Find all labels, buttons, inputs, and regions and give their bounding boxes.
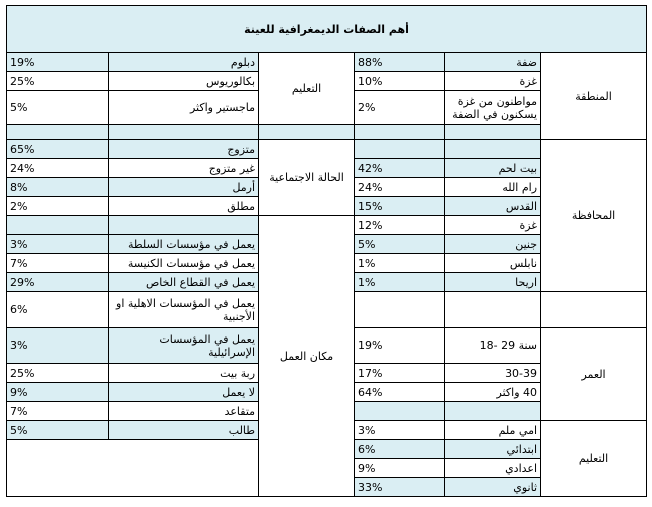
table-title: أهم الصفات الديمغرافية للعينة bbox=[7, 6, 647, 53]
category-education-right: التعليم bbox=[541, 421, 647, 497]
region-label-3: مواطنون من غزة يسكنون في الضفة bbox=[445, 91, 541, 125]
edu-left-label-1: دبلوم bbox=[109, 53, 259, 72]
work-value-4: 6% bbox=[7, 292, 109, 328]
empty-cell bbox=[541, 292, 647, 328]
category-education-left: التعليم bbox=[259, 53, 355, 125]
gov-value-3: 15% bbox=[355, 197, 445, 216]
work-value-7: 9% bbox=[7, 383, 109, 402]
marital-label-3: أرمل bbox=[109, 178, 259, 197]
marital-label-2: غير متزوج bbox=[109, 159, 259, 178]
empty-cell bbox=[7, 440, 259, 497]
marital-label-4: مطلق bbox=[109, 197, 259, 216]
work-label-9: طالب bbox=[109, 421, 259, 440]
gov-value-6: 1% bbox=[355, 254, 445, 273]
empty-cell bbox=[355, 292, 445, 328]
spacer-cell bbox=[355, 125, 445, 140]
work-value-5: 3% bbox=[7, 328, 109, 364]
empty-cell bbox=[445, 292, 541, 328]
age-label-1: سنة 29 -18 bbox=[445, 328, 541, 364]
gov-label-2: رام الله bbox=[445, 178, 541, 197]
gov-value-4: 12% bbox=[355, 216, 445, 235]
region-value-2: 10% bbox=[355, 72, 445, 91]
work-value-9: 5% bbox=[7, 421, 109, 440]
work-label-4: يعمل في المؤسسات الاهلية او الأجنبية bbox=[109, 292, 259, 328]
gov-value-2: 24% bbox=[355, 178, 445, 197]
spacer-cell bbox=[109, 125, 259, 140]
work-value-6: 25% bbox=[7, 364, 109, 383]
edu-left-label-3: ماجستير واكثر bbox=[109, 91, 259, 125]
work-value-2: 7% bbox=[7, 254, 109, 273]
marital-label-1: متزوج bbox=[109, 140, 259, 159]
marital-value-2: 24% bbox=[7, 159, 109, 178]
work-value-1: 3% bbox=[7, 235, 109, 254]
empty-cell bbox=[355, 402, 445, 421]
work-value-3: 29% bbox=[7, 273, 109, 292]
empty-cell bbox=[445, 402, 541, 421]
edu-left-value-3: 5% bbox=[7, 91, 109, 125]
marital-value-3: 8% bbox=[7, 178, 109, 197]
edu-right-label-3: اعدادي bbox=[445, 459, 541, 478]
gov-value-7: 1% bbox=[355, 273, 445, 292]
edu-left-value-2: 25% bbox=[7, 72, 109, 91]
work-label-1: يعمل في مؤسسات السلطة bbox=[109, 235, 259, 254]
category-work: مكان العمل bbox=[259, 216, 355, 497]
age-label-3: 40 واكثر bbox=[445, 383, 541, 402]
empty-cell bbox=[7, 216, 109, 235]
work-label-2: يعمل في مؤسسات الكنيسة bbox=[109, 254, 259, 273]
edu-right-value-4: 33% bbox=[355, 478, 445, 497]
region-label-2: غزة bbox=[445, 72, 541, 91]
age-value-2: 17% bbox=[355, 364, 445, 383]
edu-right-label-1: امي ملم bbox=[445, 421, 541, 440]
gov-label-7: اريحا bbox=[445, 273, 541, 292]
work-label-8: متقاعد bbox=[109, 402, 259, 421]
category-age: العمر bbox=[541, 328, 647, 421]
empty-cell bbox=[109, 216, 259, 235]
gov-label-1: بيت لحم bbox=[445, 159, 541, 178]
spacer-cell bbox=[445, 125, 541, 140]
gov-value-1: 42% bbox=[355, 159, 445, 178]
demographics-table bbox=[6, 5, 647, 497]
edu-right-label-2: ابتدائي bbox=[445, 440, 541, 459]
category-region: المنطقة bbox=[541, 53, 647, 140]
work-label-5: يعمل في المؤسسات الإسرائيلية bbox=[109, 328, 259, 364]
work-label-3: يعمل في القطاع الخاص bbox=[109, 273, 259, 292]
edu-right-value-2: 6% bbox=[355, 440, 445, 459]
edu-left-value-1: 19% bbox=[7, 53, 109, 72]
gov-label-6: نابلس bbox=[445, 254, 541, 273]
gov-label-4: غزة bbox=[445, 216, 541, 235]
age-label-2: 30-39 bbox=[445, 364, 541, 383]
work-value-8: 7% bbox=[7, 402, 109, 421]
edu-right-value-3: 9% bbox=[355, 459, 445, 478]
age-value-1: 19% bbox=[355, 328, 445, 364]
spacer-cell bbox=[259, 125, 355, 140]
category-marital: الحالة الاجتماعية bbox=[259, 140, 355, 216]
edu-right-value-1: 3% bbox=[355, 421, 445, 440]
edu-left-label-2: بكالوريوس bbox=[109, 72, 259, 91]
marital-value-1: 65% bbox=[7, 140, 109, 159]
gov-label-5: جنين bbox=[445, 235, 541, 254]
age-value-3: 64% bbox=[355, 383, 445, 402]
gov-label-3: القدس bbox=[445, 197, 541, 216]
spacer-cell bbox=[7, 125, 109, 140]
region-label-1: ضفة bbox=[445, 53, 541, 72]
gov-value-5: 5% bbox=[355, 235, 445, 254]
region-value-1: 88% bbox=[355, 53, 445, 72]
marital-value-4: 2% bbox=[7, 197, 109, 216]
edu-right-label-4: ثانوي bbox=[445, 478, 541, 497]
region-value-3: 2% bbox=[355, 91, 445, 125]
work-label-7: لا يعمل bbox=[109, 383, 259, 402]
empty-cell bbox=[445, 140, 541, 159]
empty-cell bbox=[355, 140, 445, 159]
category-governorate: المحافظة bbox=[541, 140, 647, 292]
work-label-6: ربة بيت bbox=[109, 364, 259, 383]
